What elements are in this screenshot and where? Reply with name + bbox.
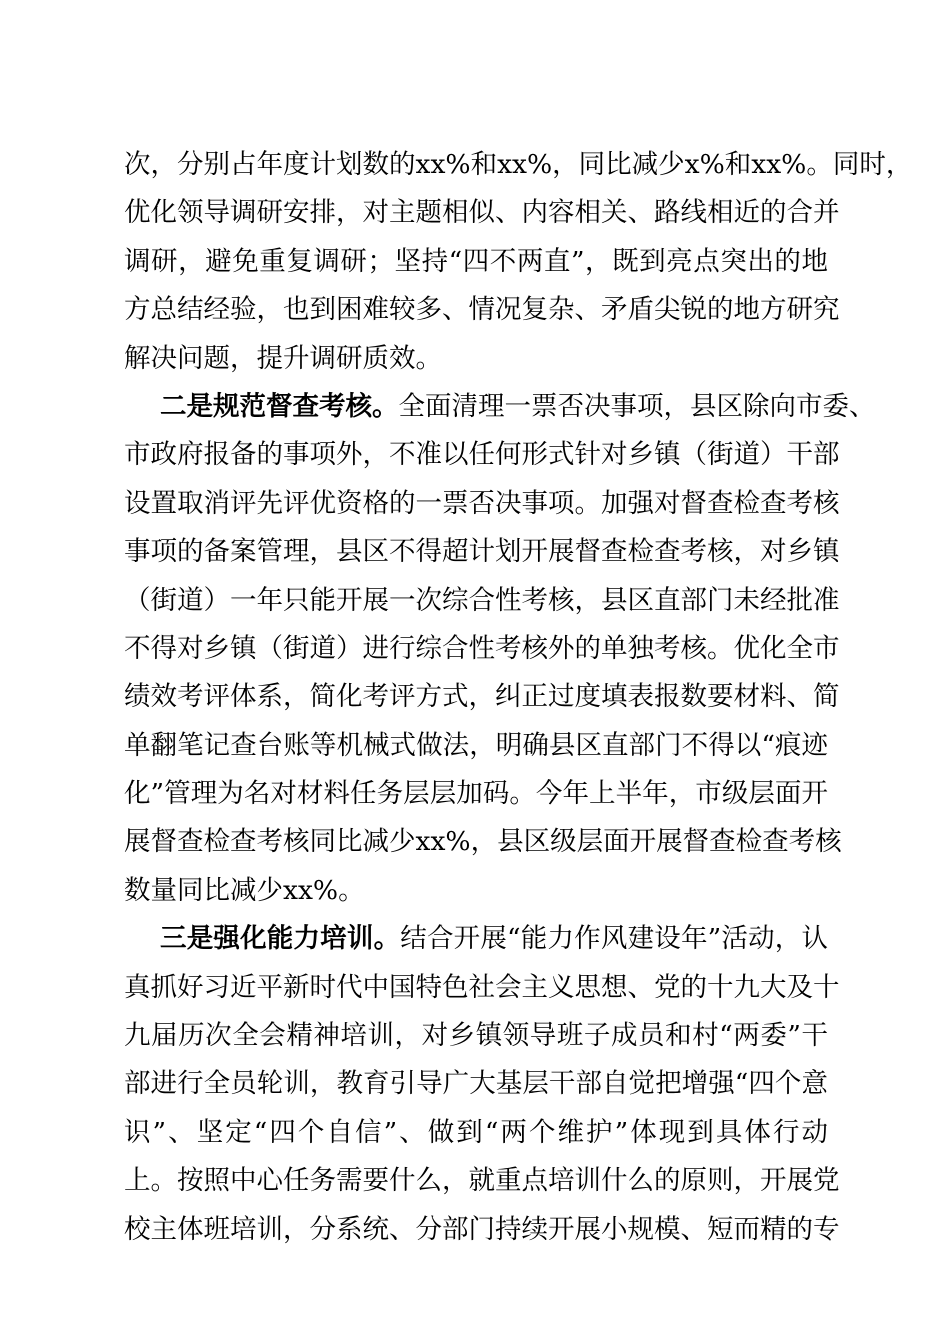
text-line: 识”、坚定“四个自信”、做到“两个维护”体现到具体行动 [124,1116,828,1148]
text-line: 单翻笔记查台账等机械式做法，明确县区直部门不得以“痕迹 [124,729,828,761]
text-line [124,383,876,431]
text-line: 调研，避免重复调研；坚持“四不两直”，既到亮点突出的地 [124,245,828,277]
text-run: 结合开展“能力作风建设年”活动，认 [400,923,828,955]
text-line: 真抓好习近平新时代中国特色社会主义思想、党的十九大及十 [124,971,840,1003]
text-line: （街道）一年只能开展一次综合性考核，县区直部门未经批准 [124,584,840,616]
paragraph-heading: 二是规范督查考核。 [160,390,399,422]
text-line: 绩效考评体系，简化考评方式，纠正过度填表报数要材料、简 [124,681,840,713]
text-line: 解决问题，提升调研质效。 [124,342,442,374]
paragraph-heading: 三是强化能力培训。 [160,923,401,955]
text-line: 次，分别占年度计划数的xx%和xx%，同比减少x%和xx%。同时， [124,149,913,180]
text-line: 部进行全员轮训，教育引导广大基层干部自觉把增强“四个意 [124,1068,828,1100]
text-line: 校主体班培训，分系统、分部门持续开展小规模、短而精的专 [124,1213,840,1245]
text-line: 化”管理为名对材料任务层层加码。今年上半年，市级层面开 [124,778,828,810]
text-line: 数量同比减少xx%。 [124,874,365,906]
text-line: 九届历次全会精神培训，对乡镇领导班子成员和村“两委”干 [124,1020,828,1052]
text-line: 设置取消评先评优资格的一票否决事项。加强对督查检查考核 [124,487,840,519]
paragraph-2 [124,383,876,915]
text-line: 方总结经验，也到困难较多、情况复杂、矛盾尖锐的地方研究 [124,294,840,326]
document-body [124,141,913,1254]
text-line: 优化领导调研安排，对主题相似、内容相关、路线相近的合并 [124,197,840,229]
text-line: 事项的备案管理，县区不得超计划开展督查检查考核，对乡镇 [124,536,840,568]
text-line: 市政府报备的事项外，不准以任何形式针对乡镇（街道）干部 [124,439,840,471]
text-line: 不得对乡镇（街道）进行综合性考核外的单独考核。优化全市 [124,632,840,664]
text-line [124,915,828,963]
text-line: 展督查检查考核同比减少xx%，县区级层面开展督查检查考核 [124,826,842,858]
text-line: 上。按照中心任务需要什么，就重点培训什么的原则，开展党 [124,1165,840,1197]
paragraph-1 [124,141,913,383]
paragraph-3 [124,915,840,1254]
text-run: 全面清理一票否决事项，县区除向市委、 [398,390,876,422]
